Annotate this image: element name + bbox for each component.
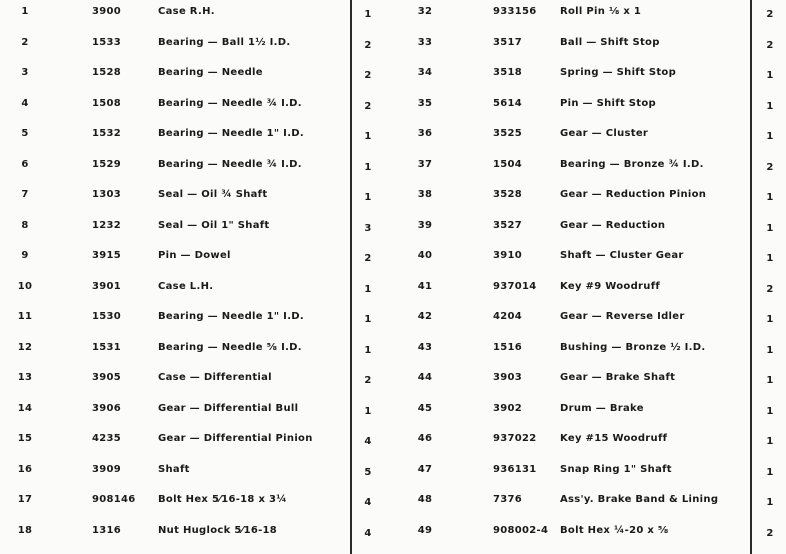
part-description: Gear — Brake Shaft [560, 372, 676, 383]
part-number: 3903 [493, 372, 523, 383]
item-number: 49 [417, 524, 433, 536]
quantity: 4 [364, 436, 372, 447]
part-description: Gear — Reverse Idler [560, 311, 685, 322]
item-number: 45 [417, 402, 433, 414]
item-number: 44 [417, 372, 433, 383]
part-description: Roll Pin ⅛ x 1 [560, 6, 642, 17]
part-number: 3905 [92, 372, 122, 383]
part-number: 3909 [92, 463, 122, 475]
part-number: 1316 [92, 524, 122, 536]
part-number: 3900 [92, 6, 122, 17]
part-description: Case — Differential [158, 372, 272, 383]
part-number: 936131 [493, 463, 537, 475]
column-divider [350, 0, 352, 554]
part-description: Bearing — Ball 1½ I.D. [158, 36, 291, 48]
part-description: Bolt Hex 5⁄16-18 x 3¼ [158, 494, 287, 505]
part-description: Bearing — Needle [158, 67, 263, 78]
part-description: Ball — Shift Stop [560, 36, 660, 48]
item-number: 43 [417, 341, 433, 353]
part-description: Bolt Hex ¼-20 x ⅝ [560, 524, 669, 536]
part-number: 937022 [493, 433, 537, 444]
part-number: 1232 [92, 219, 122, 231]
part-number: 1508 [92, 97, 122, 109]
part-description: Case R.H. [158, 6, 215, 17]
item-number: 15 [17, 433, 33, 444]
quantity: 2 [766, 527, 774, 539]
part-number: 1530 [92, 311, 122, 322]
part-description: Gear — Differential Pinion [158, 433, 313, 444]
item-number: 7 [21, 189, 29, 200]
part-number: 1504 [493, 158, 523, 170]
item-number: 11 [17, 311, 33, 322]
item-number: 37 [417, 158, 433, 170]
quantity: 2 [766, 39, 774, 51]
column-divider [750, 0, 752, 554]
quantity: 1 [766, 375, 774, 386]
part-number: 3527 [493, 219, 523, 231]
quantity: 2 [364, 253, 372, 264]
part-number: 933156 [493, 6, 537, 17]
item-number: 17 [17, 494, 33, 505]
quantity: 1 [364, 314, 372, 325]
part-number: 937014 [493, 280, 537, 292]
part-description: Bearing — Needle 1" I.D. [158, 311, 305, 322]
part-description: Gear — Cluster [560, 128, 649, 139]
item-number: 32 [417, 6, 433, 17]
part-number: 3528 [493, 189, 523, 200]
quantity: 1 [766, 436, 774, 447]
part-number: 908146 [92, 494, 136, 505]
quantity: 1 [766, 497, 774, 508]
quantity: 1 [364, 161, 372, 173]
quantity: 4 [364, 497, 372, 508]
quantity: 5 [364, 466, 372, 478]
item-number: 18 [17, 524, 33, 536]
part-description: Bearing — Needle ⅝ I.D. [158, 341, 302, 353]
item-number: 3 [21, 67, 29, 78]
quantity: 1 [766, 222, 774, 234]
item-number: 1 [21, 6, 29, 17]
item-number: 12 [17, 341, 33, 353]
part-description: Shaft — Cluster Gear [560, 250, 684, 261]
part-description: Case L.H. [158, 280, 214, 292]
part-number: 1529 [92, 158, 122, 170]
item-number: 41 [417, 280, 433, 292]
part-number: 1303 [92, 189, 122, 200]
quantity: 2 [364, 375, 372, 386]
quantity: 1 [766, 344, 774, 356]
item-number: 33 [417, 36, 433, 48]
part-number: 5614 [493, 97, 523, 109]
item-number: 38 [417, 189, 433, 200]
part-description: Bushing — Bronze ½ I.D. [560, 341, 706, 353]
part-number: 3906 [92, 402, 122, 414]
quantity: 1 [766, 466, 774, 478]
item-number: 47 [417, 463, 433, 475]
quantity: 2 [766, 283, 774, 295]
part-description: Shaft [158, 463, 190, 475]
part-description: Key #9 Woodruff [560, 280, 660, 292]
item-number: 34 [417, 67, 433, 78]
part-description: Snap Ring 1" Shaft [560, 463, 672, 475]
part-number: 1516 [493, 341, 523, 353]
part-description: Bearing — Needle ¾ I.D. [158, 97, 302, 109]
quantity: 1 [364, 283, 372, 295]
quantity: 1 [766, 70, 774, 81]
part-description: Bearing — Bronze ¾ I.D. [560, 158, 704, 170]
part-number: 1531 [92, 341, 122, 353]
quantity: 1 [766, 131, 774, 142]
part-description: Pin — Shift Stop [560, 97, 657, 109]
part-description: Seal — Oil ¾ Shaft [158, 189, 268, 200]
part-description: Seal — Oil 1" Shaft [158, 219, 270, 231]
part-number: 3902 [493, 402, 523, 414]
item-number: 40 [417, 250, 433, 261]
quantity: 2 [364, 100, 372, 112]
quantity: 1 [364, 344, 372, 356]
part-number: 1532 [92, 128, 122, 139]
part-number: 1528 [92, 67, 122, 78]
part-description: Ass'y. Brake Band & Lining [560, 494, 719, 505]
part-description: Bearing — Needle 1" I.D. [158, 128, 305, 139]
item-number: 8 [21, 219, 29, 231]
item-number: 10 [17, 280, 33, 292]
part-description: Gear — Reduction [560, 219, 666, 231]
quantity: 1 [766, 253, 774, 264]
part-number: 4204 [493, 311, 523, 322]
item-number: 9 [21, 250, 29, 261]
quantity: 3 [364, 222, 372, 234]
item-number: 13 [17, 372, 33, 383]
quantity: 2 [766, 9, 774, 20]
part-description: Nut Huglock 5⁄16-18 [158, 524, 278, 536]
quantity: 4 [364, 527, 372, 539]
item-number: 5 [21, 128, 29, 139]
quantity: 1 [766, 314, 774, 325]
item-number: 6 [21, 158, 29, 170]
item-number: 39 [417, 219, 433, 231]
quantity: 1 [364, 9, 372, 20]
item-number: 42 [417, 311, 433, 322]
quantity: 1 [364, 131, 372, 142]
part-number: 3518 [493, 67, 523, 78]
part-number: 3915 [92, 250, 122, 261]
quantity: 1 [766, 192, 774, 203]
quantity: 1 [364, 192, 372, 203]
part-description: Gear — Differential Bull [158, 402, 299, 414]
quantity: 1 [364, 405, 372, 417]
part-number: 1533 [92, 36, 122, 48]
item-number: 14 [17, 402, 33, 414]
part-number: 3910 [493, 250, 523, 261]
item-number: 16 [17, 463, 33, 475]
part-number: 3901 [92, 280, 122, 292]
part-number: 7376 [493, 494, 523, 505]
part-description: Gear — Reduction Pinion [560, 189, 707, 200]
item-number: 48 [417, 494, 433, 505]
part-number: 3525 [493, 128, 523, 139]
part-number: 908002-4 [493, 524, 549, 536]
quantity: 2 [364, 70, 372, 81]
part-description: Bearing — Needle ¾ I.D. [158, 158, 302, 170]
quantity: 1 [766, 405, 774, 417]
part-number: 3517 [493, 36, 523, 48]
item-number: 46 [417, 433, 433, 444]
quantity: 1 [766, 100, 774, 112]
quantity: 2 [364, 39, 372, 51]
quantity: 2 [766, 161, 774, 173]
item-number: 35 [417, 97, 433, 109]
part-description: Spring — Shift Stop [560, 67, 677, 78]
item-number: 36 [417, 128, 433, 139]
part-description: Pin — Dowel [158, 250, 231, 261]
part-number: 4235 [92, 433, 122, 444]
part-description: Key #15 Woodruff [560, 433, 668, 444]
item-number: 2 [21, 36, 29, 48]
part-description: Drum — Brake [560, 402, 644, 414]
item-number: 4 [21, 97, 29, 109]
